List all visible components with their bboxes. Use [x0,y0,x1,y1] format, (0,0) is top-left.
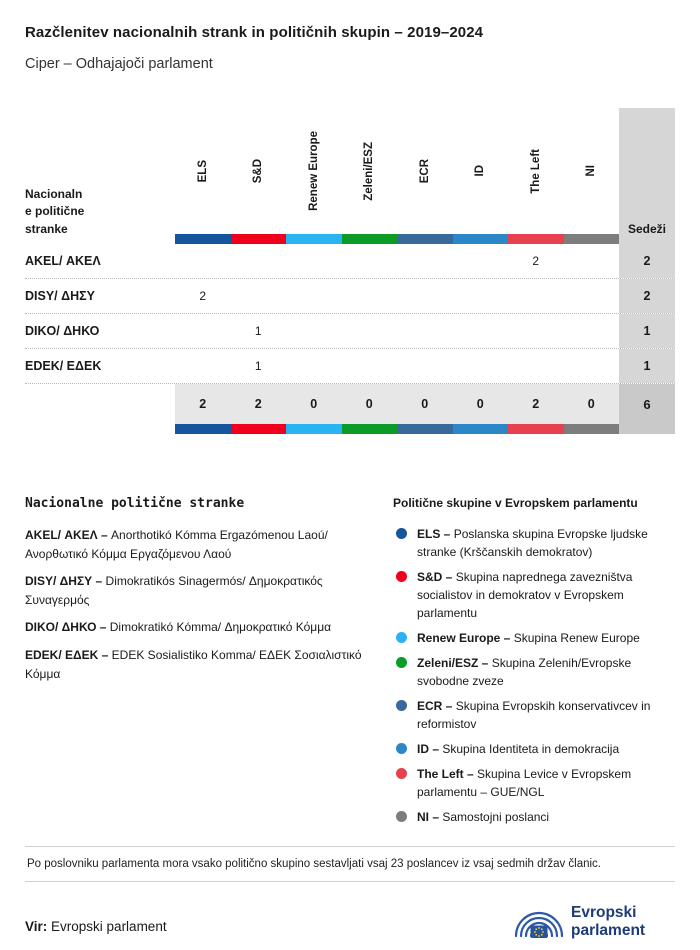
group-abbr: Zeleni/ESZ – [417,656,489,670]
cell-value [286,279,342,313]
total-value: 2 [231,384,287,424]
party-abbr: DISY/ ΔΗΣΥ – [25,574,103,589]
party-legend-item [25,572,375,609]
footnote: Po poslovniku parlamenta mora vsako politično skupino sestavljati vsaj 23 poslancev iz vsaj sedmih držav članic. [25,846,675,882]
cell-value [508,314,564,348]
sd-color-dot [396,571,407,582]
column-ecr [397,108,453,244]
total-value: 0 [286,384,342,424]
id-color-dot [396,743,407,754]
column-ni [564,108,620,244]
seats-value: 2 [619,279,675,313]
cell-value [231,244,287,278]
renew-color-bar [286,234,342,244]
column-renew [286,108,342,244]
els-color-bar [175,234,231,244]
group-abbr: Renew Europe – [417,631,511,645]
cell-value: 1 [254,359,262,373]
group-abbr: ELS – [417,527,451,541]
group-abbr: S&D – [417,570,453,584]
party-desc: Dimokratikós Sinagermós/ Δημοκρατικός Συναγερμός [25,574,323,607]
groups-legend [393,496,675,833]
ni-color-bar [564,424,620,434]
group-abbr: ECR – [417,699,453,713]
seats-value: 1 [619,314,675,348]
cell-value [286,314,342,348]
party-abbr: DIKO/ ΔΗΚΟ – [25,620,107,635]
table-header-parties [25,108,175,244]
group-legend-item-left [393,765,675,801]
source-label: Vir: [25,919,48,934]
total-left [508,384,564,434]
legend-section [25,496,675,833]
cell-value: 1 [254,324,262,338]
renew-color-dot [396,632,407,643]
party-name: DISY/ ΔΗΣΥ [25,289,95,303]
party-legend-item [25,526,375,563]
total-id [453,384,509,434]
groups-legend-heading: Politične skupine v Evropskem parlamentu [393,496,638,510]
ni-color-bar [564,234,620,244]
page-title: Razčlenitev nacionalnih strank in političnih skupin – 2019–2024 [25,24,484,41]
cell-value [397,314,453,348]
group-desc: Skupina Zelenih/Evropske svobodne zveze [417,656,632,688]
total-sd [231,384,287,434]
cell-value [453,349,509,383]
left-color-bar [508,424,564,434]
cell-value [508,349,564,383]
total-ni [564,384,620,434]
party-desc: Anorthotikó Kómma Ergazómenou Laoú/ Ανορθωτικό Κόμμα Εργαζόμενου Λαού [25,528,328,561]
totals-spacer [25,384,175,434]
source-value: Evropski parlament [51,919,167,934]
total-renew [286,384,342,434]
party-desc: Dimokratikó Kómma/ Δημοκρατικό Κόμμα [109,620,332,635]
parties-legend [25,496,393,833]
table-row-diko [25,314,675,349]
group-legend-item-ecr [393,697,675,733]
ecr-color-bar [397,424,453,434]
ecr-color-bar [397,234,453,244]
id-color-bar [453,424,509,434]
cell-value [564,349,620,383]
party-abbr: EDEK/ ΕΔΕΚ – [25,647,109,662]
parties-legend-heading: Nacionalne politične stranke [25,496,245,511]
seats-table [25,108,675,434]
table-row-disy [25,279,675,314]
column-header-ecr: ECR [418,158,431,184]
group-legend-item-els [393,525,675,561]
cell-value [397,244,453,278]
total-value: 0 [397,384,453,424]
total-ecr [397,384,453,434]
total-els [175,384,231,434]
european-parliament-logo [513,896,675,942]
greens-color-bar [342,234,398,244]
cell-value: 2 [199,289,207,303]
group-desc: Skupina naprednega zavezništva socialistov in demokratov v Evropskem parlamentu [417,570,633,620]
cell-value [342,314,398,348]
greens-color-bar [342,424,398,434]
cell-value [564,279,620,313]
table-totals-row [25,384,675,434]
group-desc: Samostojni poslanci [442,810,550,824]
column-header-greens: Zeleni/ESZ [363,141,376,201]
cell-value [508,279,564,313]
column-header-ni: NI [585,165,598,177]
group-abbr: The Left – [417,767,474,781]
column-left [508,108,564,244]
total-value: 0 [453,384,509,424]
table-header-row [25,108,675,244]
seats-total: 6 [619,384,675,434]
column-greens [342,108,398,244]
group-legend-item-sd [393,568,675,622]
cell-value [564,244,620,278]
group-legend-item-renew [393,629,675,647]
total-value: 2 [508,384,564,424]
total-value: 2 [175,384,231,424]
party-abbr: AKEL/ ΑΚΕΛ – [25,528,108,542]
party-name: DIKO/ ΔΗΚΟ [25,324,100,338]
column-id [453,108,509,244]
cell-value [564,314,620,348]
seats-value: 1 [619,349,675,383]
footer [25,896,675,942]
cell-value [453,279,509,313]
group-desc: Skupina Identiteta in demokracija [442,742,620,756]
cell-value [342,244,398,278]
page-subtitle: Ciper – Odhajajoči parlament [25,56,213,72]
source-text [25,919,167,934]
column-header-sd: S&D [252,158,265,184]
cell-value [175,314,231,348]
els-color-bar [175,424,231,434]
column-els [175,108,231,244]
left-color-dot [396,768,407,779]
table-row-akel [25,244,675,279]
party-desc: EDEK Sosialistiko Komma/ ΕΔΕΚ Σοσιαλιστικό Κόμμα [25,647,362,681]
cell-value [175,349,231,383]
ni-color-dot [396,811,407,822]
logo-text-line1: Evropski [571,904,637,921]
total-greens [342,384,398,434]
cell-value [397,349,453,383]
sd-color-bar [231,424,287,434]
column-header-id: ID [474,165,487,177]
cell-value [175,244,231,278]
party-name: EDEK/ ΕΔΕΚ [25,359,102,373]
column-header-left: The Left [529,148,542,194]
cell-value [231,279,287,313]
id-color-bar [453,234,509,244]
group-abbr: NI – [417,810,440,824]
group-desc: Skupina Evropskih konservativcev in reformistov [417,699,651,731]
group-legend-item-greens [393,654,675,690]
column-header-els: ELS [196,159,209,183]
cell-value [453,314,509,348]
left-color-bar [508,234,564,244]
cell-value [453,244,509,278]
parties-column-header: Nacionalne politične stranke [25,186,85,236]
ecr-color-dot [396,700,407,711]
group-abbr: ID – [417,742,440,756]
party-legend-item [25,618,375,637]
cell-value [342,349,398,383]
group-desc: Poslanska skupina Evropske ljudske stranke (Krščanskih demokratov) [417,527,648,559]
total-value: 0 [342,384,398,424]
party-name: AKEL/ ΑΚΕΛ [25,254,101,268]
column-sd [231,108,287,244]
table-row-edek [25,349,675,384]
els-color-dot [396,528,407,539]
party-legend-item [25,646,375,683]
seats-column-header: Sedeži [619,108,675,244]
greens-color-dot [396,657,407,668]
cell-value [286,244,342,278]
cell-value: 2 [532,254,540,268]
column-header-renew: Renew Europe [307,131,320,211]
sd-color-bar [231,234,287,244]
cell-value [286,349,342,383]
group-desc: Skupina Levice v Evropskem parlamentu – GUE/NGL [417,767,632,799]
cell-value [397,279,453,313]
seats-value: 2 [619,244,675,278]
renew-color-bar [286,424,342,434]
total-value: 0 [564,384,620,424]
group-desc: Skupina Renew Europe [513,631,640,645]
group-legend-item-ni [393,808,675,826]
cell-value [342,279,398,313]
group-legend-item-id [393,740,675,758]
logo-text-line2: parlament [571,922,646,939]
